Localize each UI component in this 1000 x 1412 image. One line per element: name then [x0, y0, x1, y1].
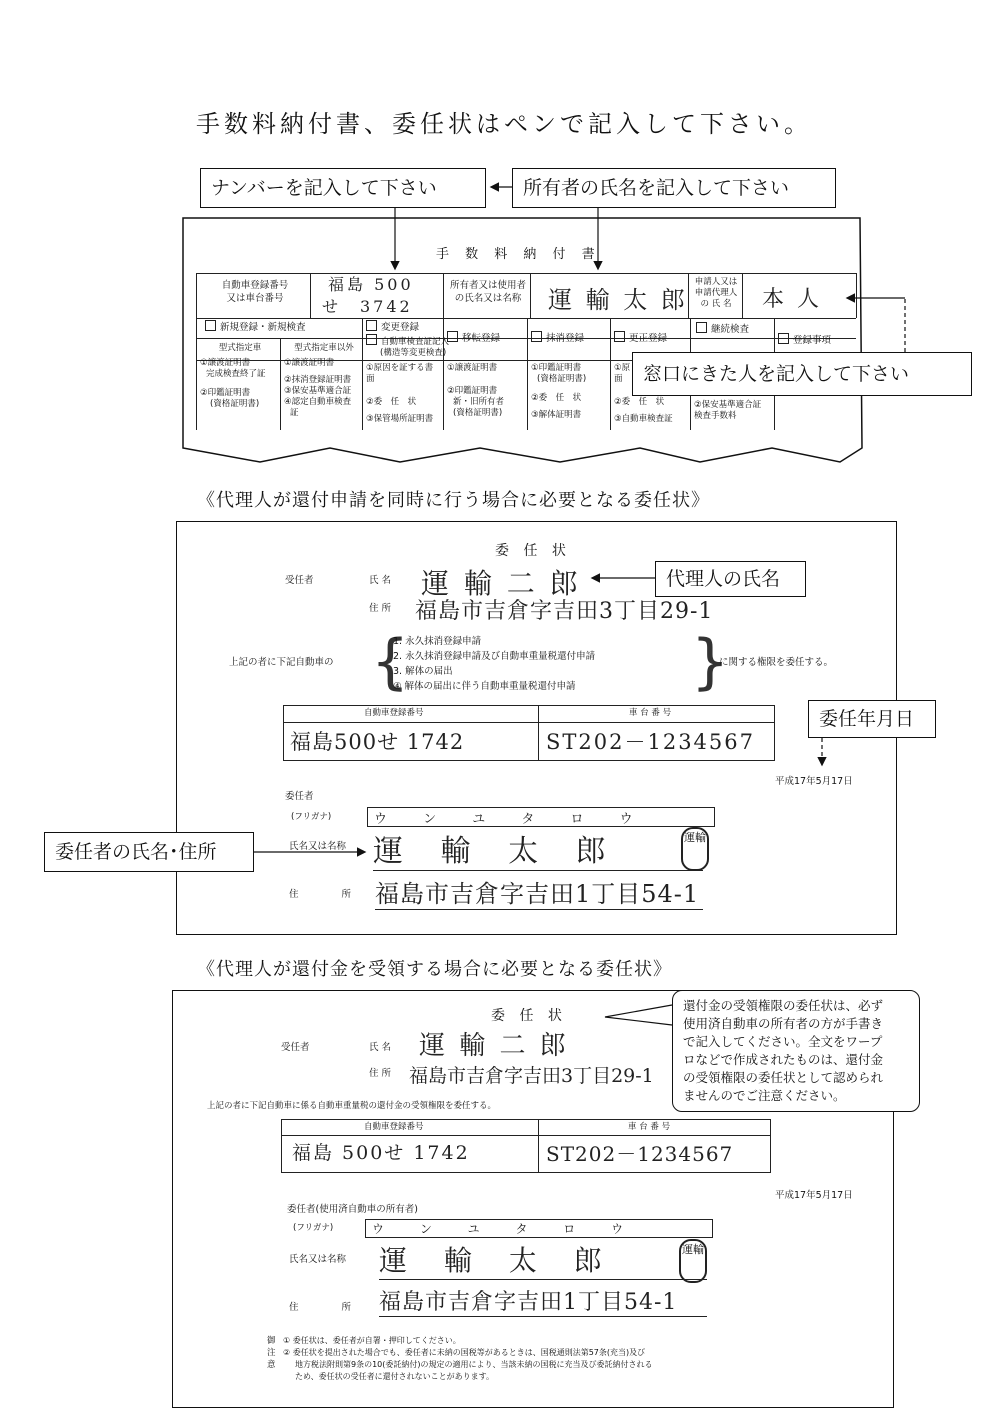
form1-right-brace: } — [691, 627, 730, 697]
form1-reg-value: 福島500せ 1742 — [290, 730, 465, 754]
form1-item: ④ 解体の届出に伴う自動車重量税還付申請 — [393, 681, 576, 692]
reg-number-value-2: せ 3742 — [322, 297, 413, 316]
form1-date: 平成17年5月17日 — [775, 776, 853, 787]
checkbox-icon — [778, 333, 789, 344]
fee-col-continuous: ②保安基準適合証 検査手数料 — [694, 400, 762, 421]
form2-delegator-address: 福島市吉倉字吉田1丁目54-1 — [379, 1285, 707, 1317]
owner-label: 所有者又は使用者 の氏名又は名称 — [449, 280, 526, 304]
form1-name-label: 氏 名 — [369, 575, 392, 586]
owner-name-value: 運 輸 太 郎 — [548, 286, 688, 314]
check-registered-items[interactable]: 登録事項 — [778, 333, 831, 347]
section-heading-refund-receipt: 《代理人が還付金を受領する場合に必要となる委任状》 — [197, 959, 672, 980]
form1-tail-text: に関する権限を委任する。 — [719, 657, 834, 668]
form2-agent-name: 運 輸 二 郎 — [419, 1031, 569, 1061]
form2-vehicle-table — [281, 1119, 771, 1173]
form2-notes-heading: 御注意 — [267, 1336, 276, 1370]
form2-reg-value: 福島 500せ 1742 — [292, 1142, 470, 1164]
form1-chassis-value: ST202－1234567 — [546, 730, 756, 754]
form2-intro-text: 上記の者に下記自動車に係る自動車重量税の還付金の受領権限を委任する。 — [207, 1101, 497, 1111]
callout-delegator: 委任者の氏名･住所 — [44, 832, 254, 872]
check-inspection-record[interactable]: 自動車検査証記入 (構造等変更検査) — [366, 334, 449, 359]
callout-visitor: 窓口にきた人を記入して下さい — [632, 352, 972, 396]
form2-delegator-name-label: 氏名又は名称 — [289, 1254, 347, 1265]
checkbox-icon — [531, 331, 542, 342]
fee-form-title: 手 数 料 納 付 書 — [436, 247, 601, 262]
form1-delegator-name: 運 輸 太 郎 — [373, 826, 703, 871]
checkbox-icon — [447, 331, 458, 342]
callout-agent-name: 代理人の氏名 — [655, 561, 806, 597]
reg-number-label: 自動車登録番号 又は車台番号 — [221, 280, 289, 304]
form2-chassis-value: ST202－1234567 — [546, 1142, 734, 1166]
checkbox-icon — [205, 320, 216, 331]
form1-delegatee-label: 受任者 — [285, 575, 314, 586]
form1-seal-stamp: 運輸 — [681, 827, 709, 871]
form1-kana-value: ウ ン ユ タ ロ ウ — [367, 807, 715, 827]
form2-title: 委 任 状 — [491, 1008, 567, 1024]
check-new-registration[interactable]: 新規登録・新規検査 — [205, 320, 306, 334]
check-transfer-registration[interactable]: 移転登録 — [447, 331, 500, 345]
form2-reg-header: 自動車登録番号 — [364, 1122, 424, 1132]
form2-delegatee-label: 受任者 — [281, 1042, 310, 1053]
check-change-registration[interactable]: 変更登録 — [366, 320, 419, 334]
form1-item: 2. 永久抹消登録申請及び自動車重量税還付申請 — [393, 651, 596, 662]
form2-chassis-header: 車 台 番 号 — [628, 1122, 671, 1132]
form2-delegator-address-label: 住 所 — [289, 1302, 360, 1313]
form2-notes: ① 委任状は、委任者が自署・押印してください。 ② 委任状を提出された場合でも、委任者に未納の国税等があるときは、国税通則法第57条(充当)及び 地方税法附則第9条の10(委託納付)の規定の適用により、当該未納の国税に充当及び委託納付される ため、委任状の受任者に還付されないことがあります。 — [283, 1336, 653, 1381]
form2-delegator-name: 運 輸 太 郎 — [379, 1239, 707, 1280]
form2-date: 平成17年5月17日 — [775, 1190, 853, 1201]
reg-number-value-1: 福島 500 — [328, 275, 414, 294]
form1-delegator-label: 委任者 — [285, 791, 314, 802]
form1-chassis-header: 車 台 番 号 — [629, 708, 672, 718]
applicant-name-value: 本 人 — [762, 287, 822, 312]
section-heading-refund-application: 《代理人が還付申請を同時に行う場合に必要となる委任状》 — [197, 490, 710, 511]
check-cancel-registration[interactable]: 抹消登録 — [531, 331, 584, 345]
form1-delegator-address-label: 住 所 — [289, 889, 360, 900]
checkbox-icon — [696, 322, 707, 333]
form2-address-label: 住 所 — [369, 1068, 392, 1079]
page-title: 手数料納付書、委任状はペンで記入して下さい。 — [196, 110, 812, 138]
form2-name-label: 氏 名 — [369, 1042, 392, 1053]
fee-col-transfer: ①譲渡証明書 ②印鑑証明書 新・旧所有者 (資格証明書) — [447, 363, 505, 418]
form1-agent-address: 福島市吉倉字吉田3丁目29-1 — [415, 599, 714, 624]
form1-item: 1. 永久抹消登録申請 — [393, 636, 482, 647]
form2-agent-address: 福島市吉倉字吉田3丁目29-1 — [409, 1065, 654, 1087]
form1-item: 3. 解体の届出 — [393, 666, 453, 677]
checkbox-icon — [366, 334, 377, 345]
callout-number: ナンバーを記入して下さい — [200, 168, 486, 208]
form1-address-label: 住 所 — [369, 603, 392, 614]
callout-date: 委任年月日 — [808, 700, 936, 738]
form1-reg-header: 自動車登録番号 — [364, 708, 424, 718]
form1-kana-label: (フリガナ) — [291, 812, 332, 822]
fee-col-type-other: 型式指定車以外 ①譲渡証明書 ②抹消登録証明書 ③保安基準適合証 ④認定自動車検査 証 — [284, 343, 354, 418]
handwriting-note-box: 還付金の受領権限の委任状は、必ず 使用済自動車の所有者の方が手書き で記入してください。全文をワープ ロなどで作成されたものは、還付金 の受領権限の委任状として認められ ませんのでご注意ください。 — [672, 990, 920, 1112]
form2-kana-label: (フリガナ) — [293, 1223, 334, 1233]
checkbox-icon — [614, 331, 625, 342]
form1-vehicle-table — [283, 705, 775, 761]
form2-kana-value: ウ ン ユ タ ロ ウ — [365, 1219, 713, 1238]
form1-title: 委 任 状 — [495, 543, 571, 559]
form1-delegator-name-label: 氏名又は名称 — [289, 841, 347, 852]
form1-delegator-address: 福島市吉倉字吉田1丁目54-1 — [375, 874, 703, 910]
checkbox-icon — [366, 320, 377, 331]
form1-item-list — [393, 634, 595, 694]
check-correction-registration[interactable]: 更正登録 — [614, 331, 667, 345]
fee-col-cancel: ①印鑑証明書 (資格証明書) ②委 任 状 ③解体証明書 — [531, 363, 587, 420]
form2-delegator-label: 委任者(使用済自動車の所有者) — [287, 1204, 418, 1215]
fee-col-change: ①原因を証する書 面 ②委 任 状 ③保管場所証明書 — [366, 363, 434, 424]
form1-intro-text: 上記の者に下記自動車の — [229, 657, 334, 668]
fee-col-type-approved: 型式指定車 ①譲渡証明書 完成検査終了証 ②印鑑証明書 (資格証明書) — [200, 343, 266, 409]
fee-col-correction: ①原 面 ②委 任 状 ③自動車検査証 — [614, 363, 673, 424]
form1-agent-name: 運 輸 二 郎 — [421, 567, 581, 600]
check-continuous-inspection[interactable]: 継続検査 — [696, 322, 749, 336]
applicant-label: 申請人又は 申請代理人 の 氏 名 — [694, 277, 738, 309]
callout-owner: 所有者の氏名を記入して下さい — [512, 168, 836, 208]
form1-left-brace: { — [371, 627, 410, 697]
form2-seal-stamp: 運輸 — [679, 1239, 707, 1283]
